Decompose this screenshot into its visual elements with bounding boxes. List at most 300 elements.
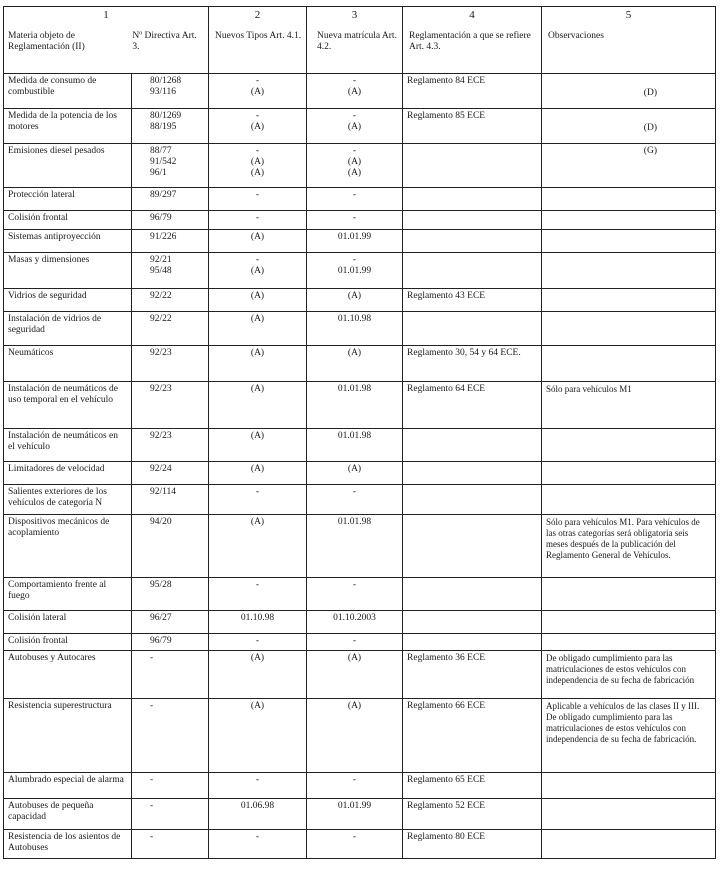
observaciones-cell: [542, 312, 716, 346]
reglamentacion-cell: [403, 188, 542, 211]
column-number-2: 2: [254, 9, 261, 21]
cell-value: 92/22: [150, 291, 172, 301]
table-row: [4, 382, 716, 429]
header-nueva-matricula: Nueva matrícula Art. 4.2.: [317, 31, 397, 52]
column-number-5: 5: [625, 9, 632, 21]
materia-cell: [4, 485, 132, 515]
nueva-matricula-cell: [307, 799, 403, 830]
nueva-matricula-cell: [307, 188, 403, 211]
observacion-text: Sólo para vehículos M1: [546, 384, 632, 394]
cell-value: (A): [250, 348, 265, 358]
materia-label: Instalación de neumáticos en el vehículo: [8, 431, 119, 452]
table-row: [4, 346, 716, 382]
table-body: [4, 74, 716, 859]
cell-value: (A): [250, 384, 265, 394]
directiva-cell: [132, 485, 209, 515]
reglamentacion-cell: [403, 382, 542, 429]
materia-cell: [4, 346, 132, 382]
cell-value: 95/48: [150, 266, 172, 276]
materia-cell: [4, 651, 132, 699]
cell-value: (A): [347, 701, 362, 711]
nuevos-tipos-cell: [209, 578, 307, 611]
nuevos-tipos-cell: [209, 346, 307, 382]
observaciones-cell: [542, 515, 716, 578]
cell-value: -: [255, 111, 260, 121]
nuevos-tipos-cell: [209, 611, 307, 634]
materia-cell: [4, 462, 132, 485]
reglamento-label: Reglamento 85 ECE: [407, 111, 486, 121]
nuevos-tipos-cell: [209, 289, 307, 312]
nuevos-tipos-cell: [209, 230, 307, 253]
observaciones-cell: [542, 651, 716, 699]
materia-cell: [4, 578, 132, 611]
table-row: [4, 289, 716, 312]
nueva-matricula-cell: [307, 462, 403, 485]
materia-label: Sistemas antiproyección: [8, 232, 101, 242]
cell-value: 92/23: [150, 384, 172, 394]
materia-cell: [4, 830, 132, 859]
cell-value: (A): [250, 314, 265, 324]
nuevos-tipos-cell: [209, 312, 307, 346]
table-row: [4, 188, 716, 211]
materia-cell: [4, 289, 132, 312]
observaciones-cell: [542, 144, 716, 188]
cell-value: 01.10.98: [240, 613, 275, 623]
cell-value: -: [352, 636, 357, 646]
cell-value: 96/27: [150, 613, 172, 623]
cell-value: -: [255, 832, 260, 842]
cell-value: -: [255, 636, 260, 646]
reglamentacion-cell: [403, 773, 542, 799]
nuevos-tipos-cell: [209, 773, 307, 799]
cell-value: (A): [347, 157, 362, 167]
header-group-1: [4, 7, 209, 74]
nueva-matricula-cell: [307, 253, 403, 289]
header-group-5: [542, 7, 716, 74]
materia-label: Limitadores de velocidad: [8, 464, 105, 474]
observaciones-cell: [542, 462, 716, 485]
reglamentacion-cell: [403, 253, 542, 289]
header-nuevos-tipos: Nuevos Tipos Art. 4.1.: [215, 31, 302, 41]
materia-label: Autobuses y Autocares: [8, 653, 96, 663]
cell-value: 92/23: [150, 431, 172, 441]
header-group-2: [209, 7, 307, 74]
materia-label: Colisión lateral: [8, 613, 67, 623]
materia-cell: [4, 773, 132, 799]
observaciones-cell: [542, 830, 716, 859]
cell-value: -: [255, 255, 260, 265]
nueva-matricula-cell: [307, 289, 403, 312]
nuevos-tipos-cell: [209, 429, 307, 462]
table-row: [4, 312, 716, 346]
observaciones-cell: [542, 230, 716, 253]
nueva-matricula-cell: [307, 109, 403, 144]
column-number-4: 4: [469, 9, 475, 21]
reglamentacion-cell: [403, 651, 542, 699]
nueva-matricula-cell: [307, 651, 403, 699]
directiva-cell: [132, 188, 209, 211]
cell-value: 80/1268: [150, 76, 182, 86]
reglamento-label: Reglamento 80 ECE: [407, 832, 486, 842]
materia-cell: [4, 188, 132, 211]
reglamento-label: Reglamento 52 ECE: [407, 801, 486, 811]
directiva-cell: [132, 230, 209, 253]
cell-value: -: [150, 832, 154, 842]
nuevos-tipos-cell: [209, 74, 307, 109]
cell-value: 96/1: [150, 168, 167, 178]
nuevos-tipos-cell: [209, 634, 307, 651]
table-row: [4, 144, 716, 188]
directiva-cell: [132, 699, 209, 773]
directiva-cell: [132, 253, 209, 289]
reglamento-label: Reglamento 84 ECE: [407, 76, 486, 86]
cell-value: -: [255, 487, 260, 497]
table-row: [4, 211, 716, 230]
reglamentacion-cell: [403, 699, 542, 773]
nueva-matricula-cell: [307, 230, 403, 253]
materia-cell: [4, 211, 132, 230]
table-row: [4, 830, 716, 859]
header-reglamentacion: Reglamentación a que se refiere Art. 4.3.: [409, 31, 531, 52]
observacion-text: (D): [643, 88, 657, 98]
directiva-cell: [132, 429, 209, 462]
table-row: [4, 699, 716, 773]
directiva-cell: [132, 799, 209, 830]
cell-value: 92/22: [150, 314, 172, 324]
cell-value: -: [150, 801, 154, 811]
cell-value: 92/114: [150, 487, 177, 497]
cell-value: (A): [347, 122, 362, 132]
directiva-cell: [132, 74, 209, 109]
materia-cell: [4, 253, 132, 289]
observaciones-cell: [542, 188, 716, 211]
table-row: [4, 773, 716, 799]
cell-value: 94/20: [150, 517, 172, 527]
nueva-matricula-cell: [307, 144, 403, 188]
materia-label: Salientes exteriores de los vehículos de categoría N: [8, 487, 107, 508]
materia-label: Medida de consumo de combustible: [8, 76, 97, 97]
nuevos-tipos-cell: [209, 253, 307, 289]
cell-value: 92/21: [150, 255, 172, 265]
directiva-cell: [132, 651, 209, 699]
cell-value: -: [352, 146, 357, 156]
directiva-cell: [132, 346, 209, 382]
materia-cell: [4, 429, 132, 462]
observacion-text: (D): [643, 123, 657, 133]
nueva-matricula-cell: [307, 515, 403, 578]
materia-label: Colisión frontal: [8, 636, 68, 646]
nuevos-tipos-cell: [209, 188, 307, 211]
nueva-matricula-cell: [307, 578, 403, 611]
cell-value: -: [150, 775, 154, 785]
observacion-text: De obligado cumplimiento para las matriculaciones de estos vehículos con independencia de su fecha de fabricación: [546, 653, 695, 685]
nueva-matricula-cell: [307, 485, 403, 515]
directiva-cell: [132, 611, 209, 634]
cell-value: -: [352, 76, 357, 86]
materia-cell: [4, 230, 132, 253]
observaciones-cell: [542, 382, 716, 429]
materia-label: Instalación de vidrios de seguridad: [8, 314, 102, 335]
nueva-matricula-cell: [307, 830, 403, 859]
table-row: [4, 485, 716, 515]
table-row: [4, 429, 716, 462]
cell-value: -: [150, 701, 154, 711]
nuevos-tipos-cell: [209, 515, 307, 578]
observaciones-cell: [542, 611, 716, 634]
reglamento-label: Reglamento 64 ECE: [407, 384, 486, 394]
materia-label: Alumbrado especial de alarma: [8, 775, 124, 785]
table-row: [4, 230, 716, 253]
reglamentacion-cell: [403, 429, 542, 462]
cell-value: 01.01.98: [337, 517, 372, 527]
cell-value: -: [150, 653, 154, 663]
nueva-matricula-cell: [307, 74, 403, 109]
directiva-cell: [132, 211, 209, 230]
observacion-text: (G): [643, 146, 657, 156]
reglamentacion-cell: [403, 799, 542, 830]
reglamento-label: Reglamento 43 ECE: [407, 291, 486, 301]
directiva-cell: [132, 109, 209, 144]
nuevos-tipos-cell: [209, 699, 307, 773]
observaciones-cell: [542, 211, 716, 230]
table-row: [4, 651, 716, 699]
reglamentacion-cell: [403, 830, 542, 859]
cell-value: 01.01.99: [337, 232, 372, 242]
reglamento-label: Reglamento 65 ECE: [407, 775, 486, 785]
materia-cell: [4, 382, 132, 429]
cell-value: 80/1269: [150, 111, 182, 121]
cell-value: (A): [347, 464, 362, 474]
reglamentacion-cell: [403, 485, 542, 515]
nueva-matricula-cell: [307, 429, 403, 462]
cell-value: (A): [347, 653, 362, 663]
cell-value: (A): [250, 157, 265, 167]
cell-value: 01.10.98: [337, 314, 372, 324]
table-row: [4, 515, 716, 578]
reglamentacion-cell: [403, 634, 542, 651]
cell-value: -: [352, 213, 357, 223]
reglamentacion-cell: [403, 312, 542, 346]
reglamentacion-cell: [403, 144, 542, 188]
cell-value: (A): [250, 701, 265, 711]
cell-value: (A): [250, 653, 265, 663]
observaciones-cell: [542, 634, 716, 651]
cell-value: -: [352, 190, 357, 200]
reglamento-label: Reglamento 36 ECE: [407, 653, 486, 663]
reglamentacion-cell: [403, 74, 542, 109]
table-row: [4, 462, 716, 485]
materia-label: Comportamiento frente al fuego: [8, 580, 107, 601]
nueva-matricula-cell: [307, 634, 403, 651]
cell-value: 96/79: [150, 213, 172, 223]
header-directiva: Nº Directiva Art. 3.: [132, 31, 197, 52]
reglamentacion-cell: [403, 611, 542, 634]
nueva-matricula-cell: [307, 382, 403, 429]
reglamentacion-cell: [403, 211, 542, 230]
observacion-text: Sólo para vehículos M1. Para vehículos de las otras categorías será obligatoria seis meses después de la publicación del Reglamento General de Vehículos.: [546, 517, 700, 560]
observaciones-cell: [542, 485, 716, 515]
observaciones-cell: [542, 799, 716, 830]
observaciones-cell: [542, 74, 716, 109]
materia-cell: [4, 799, 132, 830]
observaciones-cell: [542, 253, 716, 289]
observaciones-cell: [542, 773, 716, 799]
table-row: [4, 634, 716, 651]
reglamentacion-cell: [403, 515, 542, 578]
materia-cell: [4, 699, 132, 773]
header-observaciones: Observaciones: [548, 31, 604, 41]
cell-value: 91/226: [150, 232, 177, 242]
cell-value: 01.01.98: [337, 384, 372, 394]
reglamento-label: Reglamento 66 ECE: [407, 701, 486, 711]
cell-value: 01.10.2003: [333, 613, 376, 623]
cell-value: (A): [347, 291, 362, 301]
cell-value: (A): [250, 168, 265, 178]
column-number-3: 3: [351, 9, 358, 21]
cell-value: 88/195: [150, 122, 177, 132]
reglamentacion-cell: [403, 289, 542, 312]
table-row: [4, 74, 716, 109]
cell-value: (A): [250, 232, 265, 242]
nuevos-tipos-cell: [209, 651, 307, 699]
cell-value: (A): [347, 168, 362, 178]
observaciones-cell: [542, 109, 716, 144]
materia-cell: [4, 109, 132, 144]
nuevos-tipos-cell: [209, 144, 307, 188]
materia-cell: [4, 515, 132, 578]
materia-label: Autobuses de pequeña capacidad: [8, 801, 94, 822]
column-number-1: 1: [103, 9, 109, 21]
directiva-cell: [132, 462, 209, 485]
cell-value: 95/28: [150, 580, 172, 590]
materia-cell: [4, 144, 132, 188]
cell-value: 01.06.98: [240, 801, 275, 811]
cell-value: -: [255, 775, 260, 785]
cell-value: (A): [250, 464, 265, 474]
materia-label: Instalación de neumáticos de uso temporal en el vehículo: [8, 384, 119, 405]
table-row: [4, 578, 716, 611]
nuevos-tipos-cell: [209, 211, 307, 230]
materia-cell: [4, 611, 132, 634]
reglamentacion-cell: [403, 346, 542, 382]
cell-value: -: [352, 775, 357, 785]
materia-label: Dispositivos mecánicos de acoplamiento: [8, 517, 110, 538]
nueva-matricula-cell: [307, 346, 403, 382]
cell-value: 92/24: [150, 464, 172, 474]
cell-value: -: [352, 487, 357, 497]
observaciones-cell: [542, 578, 716, 611]
cell-value: (A): [250, 431, 265, 441]
cell-value: -: [255, 580, 260, 590]
cell-value: -: [352, 580, 357, 590]
cell-value: (A): [250, 517, 265, 527]
observaciones-cell: [542, 289, 716, 312]
materia-label: Resistencia superestructura: [8, 701, 112, 711]
nueva-matricula-cell: [307, 773, 403, 799]
cell-value: -: [255, 213, 260, 223]
nueva-matricula-cell: [307, 611, 403, 634]
directiva-cell: [132, 289, 209, 312]
reglamento-label: Reglamento 30, 54 y 64 ECE.: [407, 348, 521, 358]
nuevos-tipos-cell: [209, 830, 307, 859]
materia-label: Medida de la potencia de los motores: [8, 111, 117, 132]
cell-value: (A): [250, 291, 265, 301]
observaciones-cell: [542, 699, 716, 773]
nuevos-tipos-cell: [209, 462, 307, 485]
cell-value: (A): [347, 87, 362, 97]
cell-value: (A): [250, 87, 265, 97]
cell-value: 93/116: [150, 87, 177, 97]
directiva-cell: [132, 634, 209, 651]
cell-value: 88/77: [150, 146, 172, 156]
nuevos-tipos-cell: [209, 382, 307, 429]
directiva-cell: [132, 144, 209, 188]
nuevos-tipos-cell: [209, 799, 307, 830]
reglamentacion-cell: [403, 462, 542, 485]
directiva-cell: [132, 515, 209, 578]
reglamentacion-cell: [403, 578, 542, 611]
cell-value: 91/542: [150, 157, 177, 167]
cell-value: (A): [250, 266, 265, 276]
cell-value: 92/23: [150, 348, 172, 358]
observaciones-cell: [542, 346, 716, 382]
directiva-cell: [132, 578, 209, 611]
cell-value: (A): [250, 122, 265, 132]
cell-value: -: [352, 255, 357, 265]
materia-label: Vidrios de seguridad: [8, 291, 87, 301]
cell-value: 01.01.99: [337, 266, 372, 276]
cell-value: 89/297: [150, 190, 177, 200]
cell-value: -: [352, 111, 357, 121]
cell-value: -: [255, 146, 260, 156]
nuevos-tipos-cell: [209, 109, 307, 144]
materia-label: Emisiones diesel pesados: [8, 146, 105, 156]
observacion-text: Aplicable a vehículos de las clases II y III. De obligado cumplimiento para las matriculaciones de estos vehículos con independencia de su fecha de fabricación.: [546, 701, 700, 744]
table-row: [4, 109, 716, 144]
cell-value: -: [352, 832, 357, 842]
table-row: [4, 611, 716, 634]
reglamentacion-cell: [403, 109, 542, 144]
materia-label: Protección lateral: [8, 190, 75, 200]
directiva-cell: [132, 312, 209, 346]
column-number-row: [4, 7, 716, 74]
directiva-cell: [132, 382, 209, 429]
materia-label: Masas y dimensiones: [8, 255, 90, 265]
header-group-4: [403, 7, 542, 74]
materia-label: Colisión frontal: [8, 213, 68, 223]
table-row: [4, 253, 716, 289]
nueva-matricula-cell: [307, 211, 403, 230]
cell-value: 01.01.98: [337, 431, 372, 441]
header-materia: Materia objeto de Reglamentación (II): [8, 31, 85, 52]
materia-label: Neumáticos: [8, 348, 54, 358]
regulation-table: [3, 6, 716, 859]
materia-cell: [4, 312, 132, 346]
nueva-matricula-cell: [307, 312, 403, 346]
observaciones-cell: [542, 429, 716, 462]
nueva-matricula-cell: [307, 699, 403, 773]
materia-cell: [4, 634, 132, 651]
cell-value: 01.01.99: [337, 801, 372, 811]
materia-cell: [4, 74, 132, 109]
table-row: [4, 799, 716, 830]
materia-label: Resistencia de los asientos de Autobuses: [8, 832, 121, 853]
cell-value: (A): [347, 348, 362, 358]
directiva-cell: [132, 773, 209, 799]
nuevos-tipos-cell: [209, 485, 307, 515]
cell-value: -: [255, 76, 260, 86]
reglamentacion-cell: [403, 230, 542, 253]
